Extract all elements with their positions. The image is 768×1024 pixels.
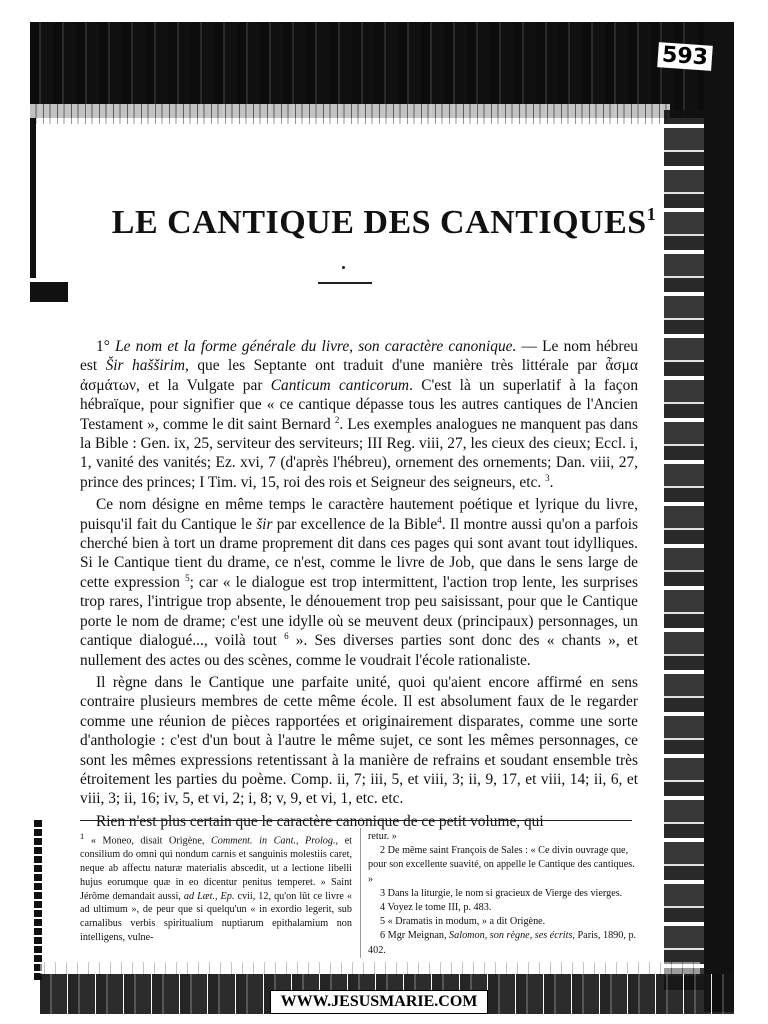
- footnote-ref: 6: [284, 630, 289, 641]
- body-text: [80, 337, 638, 831]
- scan-noise-top: [30, 104, 670, 124]
- scan-noise-left: [34, 820, 42, 980]
- text-run: . C'est là un superlatif à la façon hébraïque, pour signifier que « ce cantique dépasse tous les autres cantiques de l'Ancien Testament », comme le dit saint Bernard: [80, 376, 639, 433]
- text-run: .: [549, 473, 554, 491]
- text-run: ». Ses diverses parties sont donc des « chants », et nullement des actes ou des scènes, comme le voudrait l'école rationaliste.: [80, 632, 638, 669]
- scan-border-left-notch: [30, 282, 68, 302]
- footnote-rule: [80, 820, 632, 821]
- footnote-1-continued: retur. »: [368, 831, 397, 842]
- scan-border-left: [30, 118, 36, 278]
- cited-work: ad Læt., Ep.: [183, 890, 235, 902]
- hebrew-word: šir: [256, 515, 273, 533]
- text-run: « Moneo, disait Origène,: [90, 835, 211, 847]
- footnote-ref: 2: [334, 414, 340, 425]
- footnote-1: [80, 830, 352, 945]
- text-run: 6 Mgr Meignan,: [380, 930, 450, 942]
- text-run: ; car « le dialogue est trop intermittent, l'action trop lente, les surprises trop rares, l'intrigue trop absente, le dénouement trop peu saisissant, pour que le Cantique porte le nom de drame; c'est une idylle où se meuvent deux (principaux) personnages, un cantique dialogué..., voilà tout: [80, 573, 639, 650]
- text-run: , et consilium do omni qui nondum carnis et sanguinis molestiis caret, neque ab affectu naturæ materialis abscedit, ut a lectione libelli hujus eorumque quæ in eo dicentur penitus temperet. » Saint Jérôme demandait aussi,: [80, 835, 352, 902]
- title-footnote-mark: 1: [646, 204, 657, 224]
- text-run: — Le nom hébreu est: [80, 338, 638, 375]
- text-run: . Les exemples analogues ne manquent pas dans la Bible : Gen. ix, 25, serviteur des serviteurs; III Reg. viii, 27, les cieux des cieux; Eccl. i, 1, vanité des vanités; Ez. xvi, 7 (d'après l'hébreu), ornement des ornements; Dan. viii, 27, prince des princes; I Tim. vi, 15, roi des rois et Seigneur des seigneurs, etc.: [80, 415, 638, 491]
- section-number: 1°: [96, 338, 110, 355]
- page-number: 593: [657, 42, 713, 71]
- text-run: . Il montre aussi qu'on a parfois cherché bien à tort un drame proprement dit dans ces pages qui sont avant tout idylliques. Si le Cantique tient du drame, ce n'est, comme le livre de Job, que dans le sens large de cette expression: [80, 515, 639, 591]
- footnote-4: 4 Voyez le tome III, p. 483.: [380, 902, 492, 914]
- cited-work: Salomon, son règne, ses écrits: [449, 930, 573, 942]
- paragraph-2: [80, 495, 638, 670]
- page-title: [0, 204, 768, 242]
- scan-border-right: [704, 22, 734, 1012]
- cited-work: Comment. in Cant., Prolog.: [210, 835, 336, 847]
- footnote-5: 5 « Dramatis in modum, » a dit Origène.: [380, 916, 546, 928]
- title-text: LE CANTIQUE DES CANTIQUES: [111, 204, 647, 241]
- footnote-column-gap: [360, 828, 361, 958]
- title-rule: [318, 282, 372, 284]
- text-run: , Paris, 1890, p. 402.: [368, 930, 637, 956]
- footnote-number: 1: [80, 831, 85, 841]
- footnote-ref: 5: [185, 572, 190, 583]
- section-heading: Le nom et la forme générale du livre, son caractère canonique.: [115, 338, 517, 355]
- footnotes-right-column: [368, 830, 638, 958]
- scan-noise-right: [664, 110, 704, 990]
- hebrew-title: Šir hašširim: [105, 357, 186, 375]
- footnote-6: [368, 929, 638, 957]
- text-run: par excellence de la Bible: [272, 515, 438, 533]
- footnote-ref: 3: [545, 472, 550, 483]
- footnote-3: 3 Dans la liturgie, le nom si gracieux de Vierge des vierges.: [380, 887, 623, 899]
- footnote-ref: 4: [437, 514, 442, 525]
- paragraph-3: Il règne dans le Cantique une parfaite unité, quoi qu'aient encore affirmé en sens contraire plusieurs membres de cette même école. Il est absolument faux de le regarder comme une réunion de pièces rapportées et originairement disparates, comme une sorte d'anthologie : c'est d'un bout à l'autre le même sujet, ce sont les mêmes personnages, ce sont les mêmes expressions retentissant à la manière de refrains et soudant ensemble très étroitement les parties du poème. Comp. ii, 7; iii, 5, et viii, 3; ii, 9, 17, et viii, 14; ii, 6, et viii, 3; ii, 16; iv, 5, et vi, 2; i, 8; v, 9, et vi, 1, etc. etc.: [80, 673, 638, 808]
- latin-title: Canticum canticorum: [270, 376, 410, 394]
- paragraph-4: Rien n'est plus certain que le caractère canonique de ce petit volume, qui: [96, 812, 544, 830]
- ornament-dot: [342, 266, 345, 269]
- text-run: Ce nom désigne en même temps le caractère hautement poétique et lyrique du livre, puisqu'il fait du Cantique le: [80, 496, 638, 533]
- text-run: cvii, 12, qu'on lût ce livre « ad ultimum », de peur que si quelqu'un « in exordio legerit, sub carnalibus verbis spiritualium nuptiarum epithalamium non intelligens, vulne-: [80, 890, 352, 943]
- footnote-2: 2 De même saint François de Sales : « Ce divin ouvrage que, pour son excellente suavité, on appelle le Cantique des cantiques. »: [368, 845, 635, 885]
- text-run: , que les Septante ont traduit d'une manière très littérale par ἆσμα ἀσμάτων, et la Vulgate par: [80, 357, 638, 394]
- website-link[interactable]: WWW.JESUSMARIE.COM: [270, 990, 488, 1014]
- paragraph-1: [80, 337, 638, 492]
